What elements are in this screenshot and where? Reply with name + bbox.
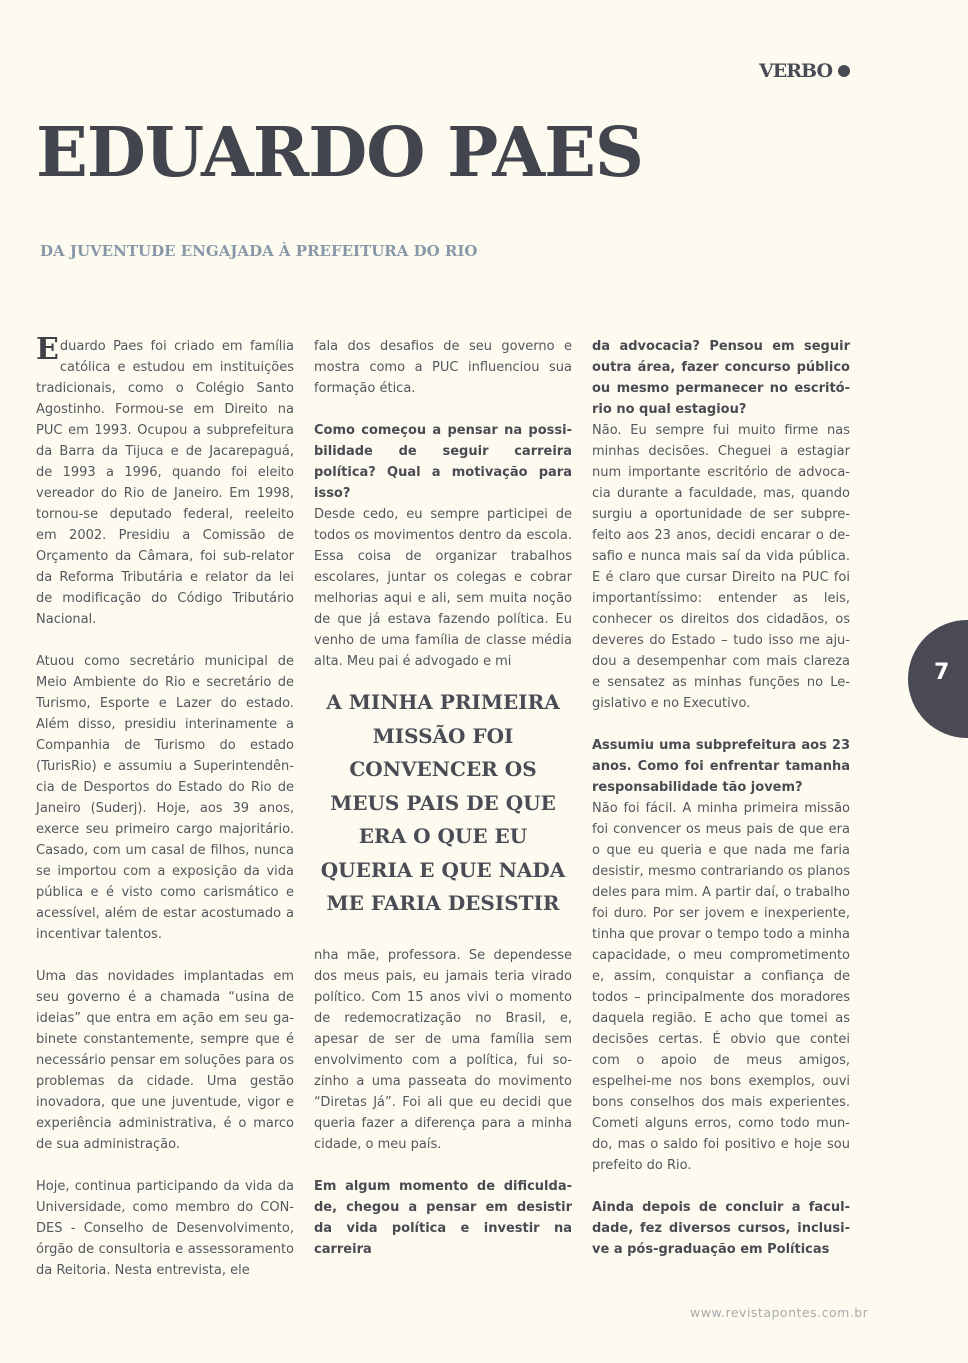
page-number: 7 [934, 660, 950, 685]
interview-question-3: Assumiu uma subprefeitura aos 23 anos. Como foi enfrentar tamanha responsabilidade tão jovem? [592, 738, 850, 795]
article-title: EDUARDO PAES [36, 113, 644, 193]
intro-paragraph-1 [36, 332, 294, 630]
intro-paragraph-2: Atuou como secretário municipal de Meio Ambiente do Rio e secretário de Turismo, Esporte e Lazer do estado. Além disso, presidiu interinamente a Companhia de Turismo do estado (TurisRio) e assumiu a Superintendência de Desportos do Estado do Rio de Janeiro (Suderj). Hoje, aos 39 anos, exerce seu primeiro cargo majoritário. Casado, com um casal de filhos, nunca se importou com a exposição da vida pública e é visto como carismático e acessível, além de estar acostumado a incentivar talentos. [36, 654, 294, 942]
column-1 [36, 332, 294, 1281]
interview-question-2-part-1: Em algum momento de dificuldade, chegou a pensar em desistir da vida política e investir na carreira [314, 1178, 572, 1257]
section-tag [738, 60, 850, 82]
pull-quote: A MINHA PRIMEIRA MISSÃO FOI CONVENCER OS MEUS PAIS DE QUE ERA O QUE EU QUERIA E QUE NADA ME FARIA DESISTIR [320, 690, 566, 915]
footer-website-url: www.revistapontes.com.br [690, 1305, 869, 1320]
drop-cap: E [36, 332, 59, 367]
column-2 [314, 336, 572, 1260]
article-subtitle: DA JUVENTUDE ENGAJADA À PREFEITURA DO RIO [40, 242, 478, 260]
interview-answer-1-part-2: nha mãe, professora. Se dependesse dos meus pais, eu jamais teria virado político. Com 15 anos vivi o momento de redemocratização no Brasil, e, apesar de ser de uma família sem envolvimento com a política, fui sozinho a uma passeata do movimento “Diretas Já”. Foi ali que eu decidi que queria fazer a diferença para a minha cidade, o meu país. [314, 947, 572, 1152]
intro-paragraph-4-continued: fala dos desafios de seu governo e mostra como a PUC influenciou sua formação ética. [314, 339, 572, 396]
intro-paragraph-3: Uma das novidades implantadas em seu governo é a chamada “usina de ideias” que entra em ação em seu gabinete constantemente, sempre que é necessário pensar em soluções para os problemas da cidade. Uma gestão inovadora, que une juventude, vigor e experiência administrativa, é o marco de sua administração. [36, 969, 294, 1152]
interview-question-4: Ainda depois de concluir a faculdade, fez diversos cursos, inclusive a pós-graduação em Políticas [592, 1200, 850, 1257]
column-3 [592, 336, 850, 1260]
section-tag-label: VERBO [759, 60, 832, 82]
interview-answer-2: Não. Eu sempre fui muito firme nas minhas decisões. Cheguei a estagiar num importante escritório de advocacia durante a faculdade, mas, quando surgiu a oportunidade de ser subprefeito aos 23 anos, decidi encarar o desafio e nunca mais saí da vida pública. E é claro que cursar Direito na PUC foi importantíssimo: entender as leis, conhecer os direitos dos cidadãos, os deveres do Estado – tudo isso me ajudou a desempenhar com mais clareza e sensatez as minhas funções no Legislativo e no Executivo. [592, 423, 850, 711]
intro-paragraph-1-text: duardo Paes foi criado em família católica e estudou em instituições tradicionais, como o Colégio Santo Agostinho. Formou-se em Direito na PUC em 1993. Ocupou a subprefeitura da Barra da Tijuca e de Jacarepaguá, de 1993 a 1996, quando foi eleito vereador do Rio de Janeiro. Em 1998, tornou-se deputado federal, reeleito em 2002. Presidiu a Comissão de Orçamento da Câmara, foi sub-relator da Reforma Tributária e relator da lei de modificação do Código Tributário Nacional. [36, 339, 294, 627]
bullet-dot-icon [838, 65, 850, 77]
intro-paragraph-4: Hoje, continua participando da vida da Universidade, como membro do CONDES - Conselho de Desenvolvimento, órgão de consultoria e assessoramento da Reitoria. Nesta entrevista, ele [36, 1179, 294, 1278]
interview-answer-3: Não foi fácil. A minha primeira missão foi convencer os meus pais de que era o que eu queria e que nada me faria desistir, mesmo contrariando os planos deles para mim. A partir daí, o trabalho foi duro. Por ser jovem e inexperiente, tinha que provar o tempo todo a minha capacidade, o meu comprometimento e, assim, conquistar a confiança de todos – principalmente dos moradores daquela região. E acho que tomei as decisões certas. É obvio que contei com o apoio de meus amigos, espelhei-me nos bons exemplos, ouvi bons conselhos dos mais experientes. Cometi alguns erros, como todo mundo, mas o saldo foi positivo e hoje sou prefeito do Rio. [592, 801, 850, 1173]
interview-answer-1-part-1: Desde cedo, eu sempre participei de todos os movimentos dentro da escola. Essa coisa de organizar trabalhos escolares, juntar os colegas e cobrar melhorias aqui e ali, sem muita noção de que já estava fazendo política. Eu venho de uma família de classe média alta. Meu pai é advogado e mi [314, 507, 572, 669]
interview-question-1: Como começou a pensar na possibilidade de seguir carreira política? Qual a motivação para isso? [314, 423, 572, 501]
interview-question-2-part-2: da advocacia? Pensou em seguir outra área, fazer concurso público ou mesmo permanecer no escritório no qual estagiou? [592, 339, 850, 417]
